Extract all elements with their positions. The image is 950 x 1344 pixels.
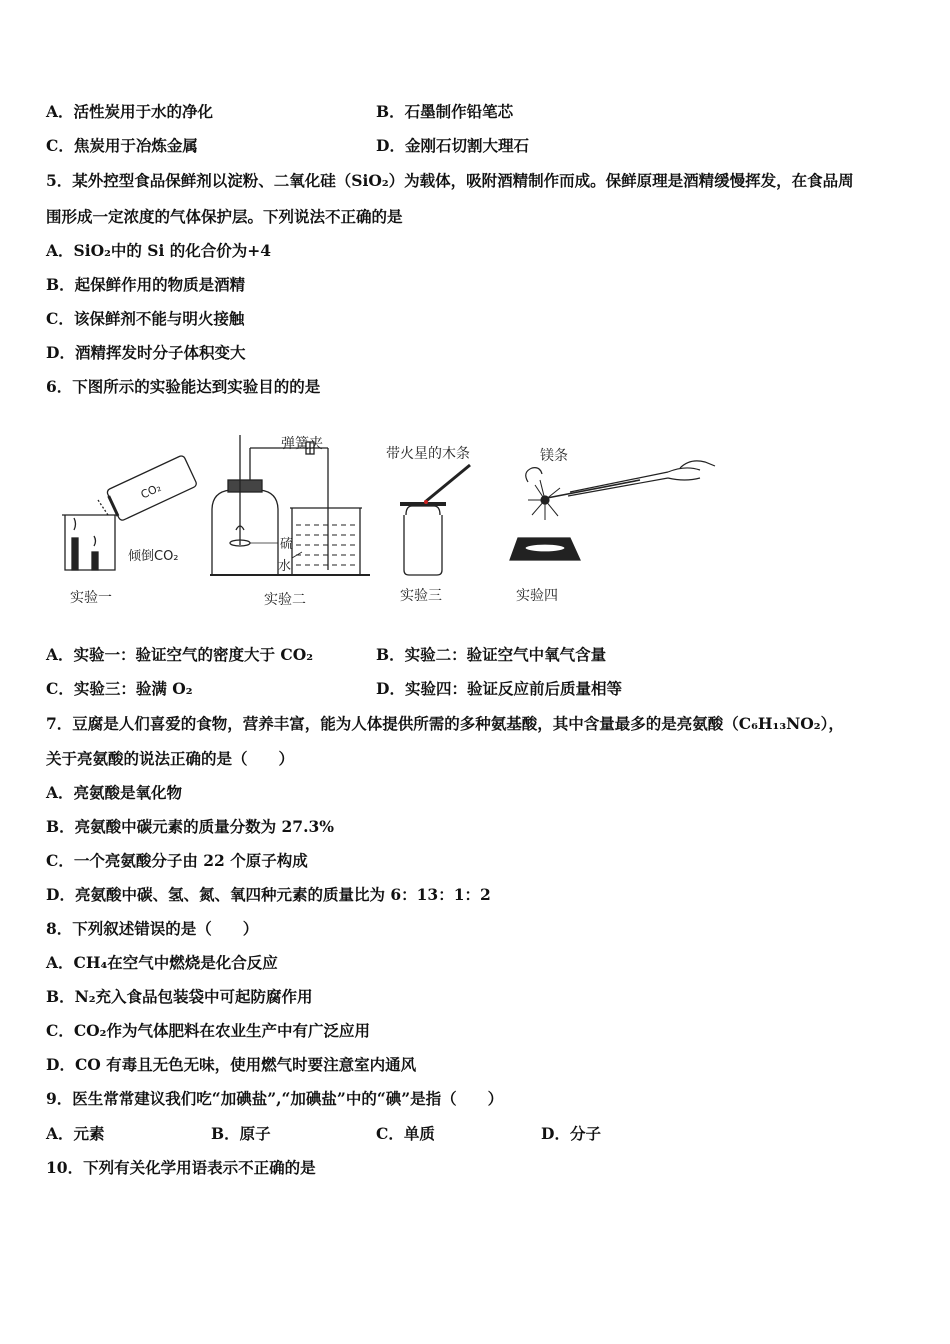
q5-stem-line1: 5．某外控型食品保鲜剂以淀粉、二氧化硅（SiO₂）为载体，吸附酒精制作而成。保鲜原理是酒精缓慢挥发，在食品周 xyxy=(46,171,854,190)
q8-option-a: A．CH₄在空气中燃烧是化合反应 xyxy=(46,953,278,972)
q8-option-c: C．CO₂作为气体肥料在农业生产中有广泛应用 xyxy=(46,1021,370,1040)
q6-option-b: B．实验二：验证空气中氧气含量 xyxy=(376,645,607,664)
q7-option-c: C．一个亮氨酸分子由 22 个原子构成 xyxy=(46,851,308,870)
q9-option-c: C．单质 xyxy=(376,1124,435,1143)
q6-experiment-figure xyxy=(40,420,740,620)
spring-clip-label: 弹簧夹 xyxy=(281,436,323,452)
q8-stem: 8．下列叙述错误的是（ ） xyxy=(46,919,259,938)
experiment-2-label: 实验二 xyxy=(264,592,306,608)
q7-stem-line1: 7．豆腐是人们喜爱的食物，营养丰富，能为人体提供所需的多种氨基酸，其中含量最多的是亮氨酸（C₆H₁₃NO₂）， xyxy=(46,714,844,733)
experiment-3-diagram xyxy=(400,465,470,575)
q4-option-b: B．石墨制作铅笔芯 xyxy=(376,102,514,121)
q9-option-b: B．原子 xyxy=(211,1124,271,1143)
experiment-4-diagram xyxy=(510,461,715,560)
experiment-4-label: 实验四 xyxy=(516,588,558,604)
mg-strip-label: 镁条 xyxy=(540,448,568,464)
glowing-stick-label: 带火星的木条 xyxy=(386,446,470,462)
experiment-1-label: 实验一 xyxy=(70,590,112,606)
q4-option-a: A．活性炭用于水的净化 xyxy=(46,102,214,121)
q6-option-a: A．实验一：验证空气的密度大于 CO₂ xyxy=(46,645,314,664)
q7-option-b: B．亮氨酸中碳元素的质量分数为 27.3% xyxy=(46,817,334,836)
q5-option-d: D．酒精挥发时分子体积变大 xyxy=(46,343,246,362)
q6-option-c: C．实验三：验满 O₂ xyxy=(46,679,193,698)
sulfur-label: 硫 xyxy=(280,537,294,552)
q9-stem: 9．医生常常建议我们吃“加碘盐”,“加碘盐”中的“碘”是指（ ） xyxy=(46,1089,504,1108)
q9-option-d: D．分子 xyxy=(541,1124,601,1143)
q8-option-b: B．N₂充入食品包装袋中可起防腐作用 xyxy=(46,987,313,1006)
q9-option-a: A．元素 xyxy=(46,1124,105,1143)
q7-option-d: D．亮氨酸中碳、氢、氮、氧四种元素的质量比为 6：13：1：2 xyxy=(46,885,491,904)
q5-option-a: A．SiO₂中的 Si 的化合价为+4 xyxy=(46,241,272,260)
q6-stem: 6．下图所示的实验能达到实验目的的是 xyxy=(46,377,321,396)
q4-option-d: D．金刚石切割大理石 xyxy=(376,136,529,155)
experiment-2-diagram xyxy=(210,435,370,575)
q4-option-c: C．焦炭用于冶炼金属 xyxy=(46,136,198,155)
q10-stem: 10．下列有关化学用语表示不正确的是 xyxy=(46,1158,316,1177)
q8-option-d: D．CO 有毒且无色无味，使用燃气时要注意室内通风 xyxy=(46,1055,417,1074)
q5-option-b: B．起保鲜作用的物质是酒精 xyxy=(46,275,246,294)
q5-stem-line2: 围形成一定浓度的气体保护层。下列说法不正确的是 xyxy=(46,207,403,226)
q7-stem-line2: 关于亮氨酸的说法正确的是（ ） xyxy=(46,749,295,768)
q7-option-a: A．亮氨酸是氧化物 xyxy=(46,783,183,802)
co2-bottle-label: CO₂ xyxy=(138,480,164,502)
q6-option-d: D．实验四：验证反应前后质量相等 xyxy=(376,679,622,698)
q5-option-c: C．该保鲜剂不能与明火接触 xyxy=(46,309,245,328)
water-label: 水 xyxy=(278,559,292,574)
experiment-3-label: 实验三 xyxy=(400,588,442,604)
pour-co2-label: 倾倒CO₂ xyxy=(128,549,179,564)
